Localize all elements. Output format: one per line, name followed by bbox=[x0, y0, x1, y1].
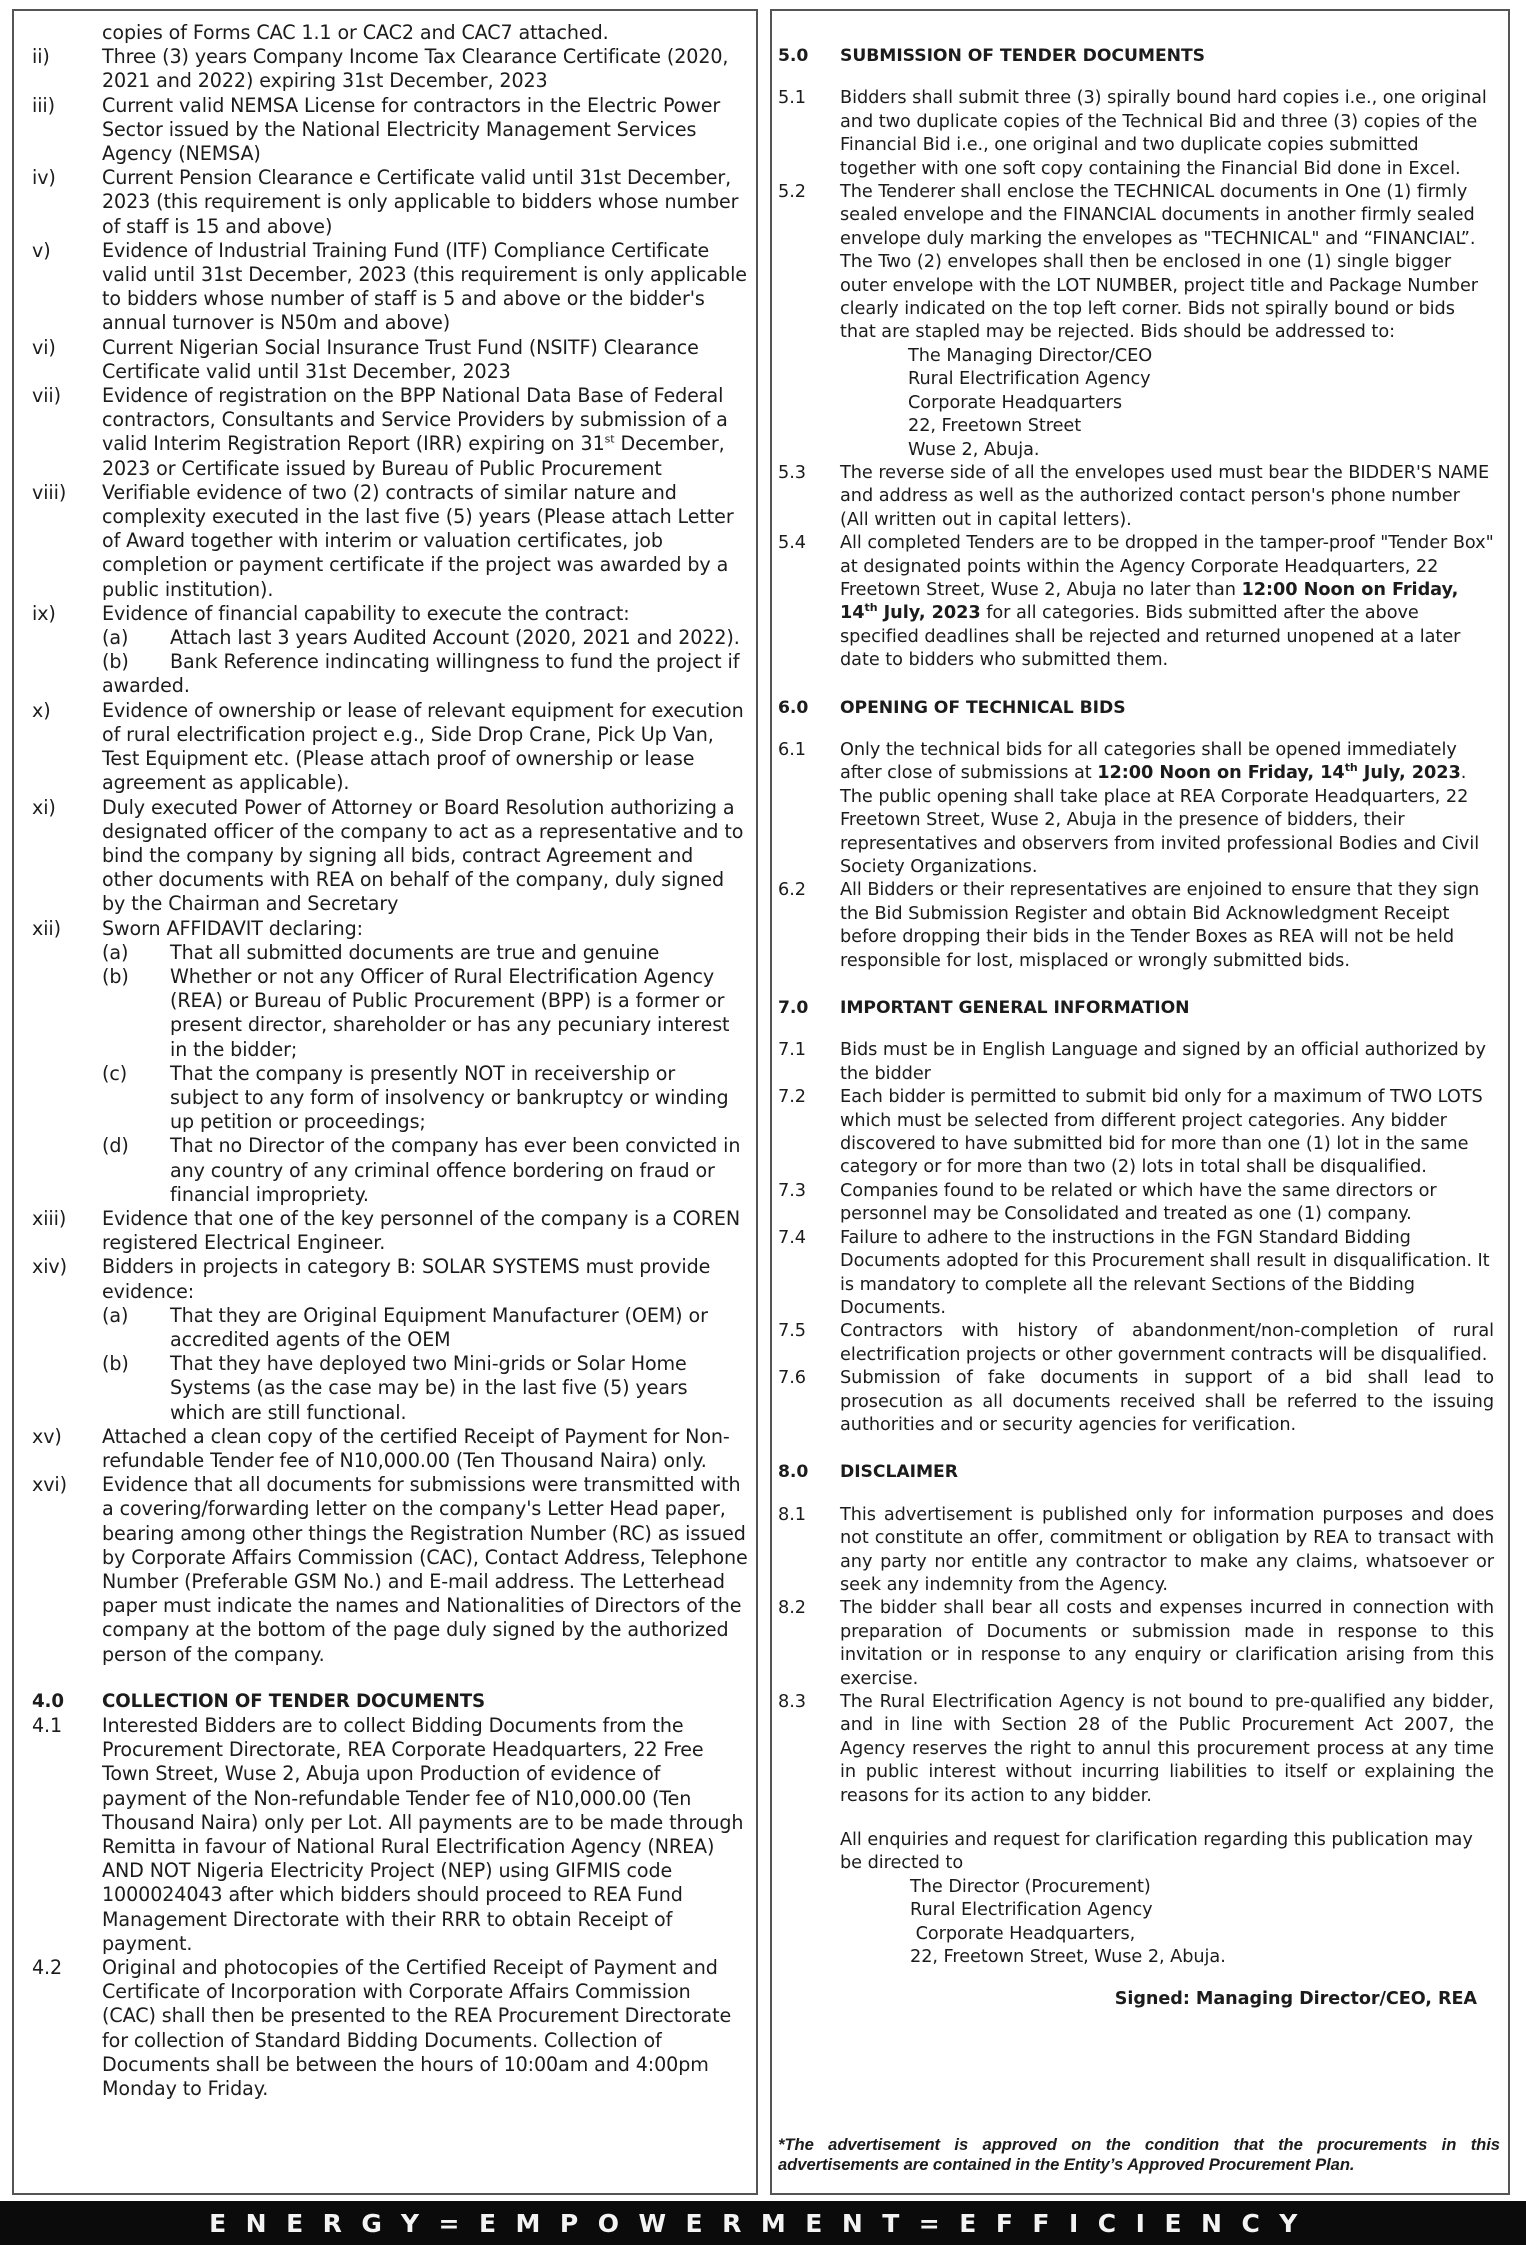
sub-item-text: Bank Reference indincating willingness to fund the project if bbox=[170, 650, 740, 674]
item-text: Attached a clean copy of the certified Receipt of Payment for Non-refundable Tender fee of N10,000.00 (Ten Thousand Naira) only. bbox=[102, 1424, 730, 1472]
item-label: iii) bbox=[32, 93, 55, 117]
contact-line: Corporate Headquarters, bbox=[910, 1923, 1136, 1944]
item-text: All Bidders or their representatives are enjoined to ensure that they sign the Bid Submission Register and obtain Bid Acknowledgment Receipt before dropping their bids in the Tender Boxes as REA will not be held responsible for lost, misplaced or wrongly submitted bids. bbox=[840, 880, 1480, 971]
list-item bbox=[778, 1086, 1494, 1180]
signature-line: Signed: Managing Director/CEO, REA bbox=[1114, 1989, 1477, 2010]
list-item bbox=[778, 181, 1494, 462]
item-label: 5.2 bbox=[778, 182, 806, 203]
sub-item-text: That they have deployed two Mini-grids or Solar Home Systems (as the case may be) in the last five (5) years which are still functional. bbox=[170, 1352, 688, 1424]
list-item bbox=[778, 1367, 1494, 1437]
section-title: IMPORTANT GENERAL INFORMATION bbox=[840, 998, 1190, 1019]
section-heading bbox=[778, 697, 1494, 720]
list-item bbox=[32, 336, 748, 384]
item-text: Evidence of ownership or lease of relevant equipment for execution of rural electrification project e.g., Side Drop Crane, Pick Up Van, Test Equipment etc. (Please attach proof of ownership or lease agreement as applicable). bbox=[102, 698, 744, 795]
item-text: Verifiable evidence of two (2) contracts of similar nature and complexity executed in the last five (5) years (Please attach Letter of Award together with interim or valuation certificates, job completion or payment certificate if the project was awarded by a public institution). bbox=[102, 480, 734, 601]
superscript: th bbox=[1344, 761, 1358, 775]
item-label: xi) bbox=[32, 795, 56, 819]
item-label: xiv) bbox=[32, 1255, 67, 1279]
item-text: Bidders shall submit three (3) spirally bound hard copies i.e., one original and two duplicate copies of the Technical Bid and three (3) copies of the Financial Bid i.e., one original and two duplicate copies submitted together with one soft copy containing the Financial Bid done in Excel. bbox=[840, 88, 1487, 179]
item-text: Interested Bidders are to collect Bidding Documents from the Procurement Directorate, REA Corporate Headquarters, 22 Free Town Street, Wuse 2, Abuja upon Production of evidence of payment of the Non-refundable Tender fee of N10,000.00 (Ten Thousand Naira) only per Lot. All payments are to be made through Remitta in favour of National Rural Electrification Agency (NREA) AND NOT Nigeria Electricity Project (NEP) using GIFMIS code 1000024043 after which bidders should proceed to REA Fund Management Directorate with their RRR to obtain Receipt of payment. bbox=[102, 1714, 744, 1955]
deadline-text: July, 2023 bbox=[1357, 763, 1461, 784]
list-item bbox=[32, 796, 748, 917]
section-number: 7.0 bbox=[778, 998, 809, 1019]
list-item bbox=[32, 1425, 748, 1473]
list-item bbox=[32, 1473, 748, 1667]
item-text: Submission of fake documents in support of a bid shall lead to prosecution as all documents received shall be referred to the issuing authorities and or security agencies for verification. bbox=[840, 1368, 1494, 1435]
contact-line: The Director (Procurement) bbox=[910, 1876, 1151, 1897]
item-label: vii) bbox=[32, 384, 61, 408]
address-line: Corporate Headquarters bbox=[908, 392, 1123, 413]
item-text: Original and photocopies of the Certified Receipt of Payment and Certificate of Incorporation with Corporate Affairs Commission (CAC) shall then be presented to the REA Procurement Directorate for collection of Standard Bidding Documents. Collection of Documents shall be between the hours of 10:00am and 4:00pm Monday to Friday. bbox=[102, 1956, 732, 2101]
item-label: xvi) bbox=[32, 1473, 67, 1497]
list-item bbox=[32, 239, 748, 336]
item-text: Each bidder is permitted to submit bid only for a maximum of TWO LOTS which must be selected from different project categories. Any bidder discovered to have submitted bid for more than one (1) lot in the same category or for more than two (2) lots in total shall be disqualified. bbox=[840, 1087, 1483, 1178]
sub-item-label: (a) bbox=[102, 940, 129, 964]
sub-item bbox=[102, 965, 748, 1062]
contact-line: 22, Freetown Street, Wuse 2, Abuja. bbox=[910, 1947, 1226, 1968]
list-item bbox=[32, 45, 748, 93]
item-text bbox=[102, 384, 748, 481]
section-number: 5.0 bbox=[778, 46, 809, 66]
list-item bbox=[778, 462, 1494, 532]
item-text bbox=[840, 532, 1494, 672]
item-label: 7.3 bbox=[778, 1180, 806, 1201]
item-label: 7.6 bbox=[778, 1368, 806, 1389]
list-item bbox=[778, 879, 1494, 973]
item-text: Evidence of Industrial Training Fund (ITF) Compliance Certificate valid until 31st December, 2023 (this requirement is only applicable to bidders whose number of staff is 5 and above or the bidder's annual turnover is N50m and above) bbox=[102, 238, 747, 335]
sub-item bbox=[102, 1062, 748, 1135]
item-label: 8.2 bbox=[778, 1598, 806, 1619]
list-item bbox=[778, 739, 1494, 879]
contact-line: Rural Electrification Agency bbox=[910, 1900, 1153, 1921]
item-text: Current Pension Clearance e Certificate valid until 31st December, 2023 (this requirement is only applicable to bidders whose number of staff is 15 and above) bbox=[102, 166, 739, 238]
item-text: The reverse side of all the envelopes used must bear the BIDDER'S NAME and address as well as the authorized contact person's phone number (All written out in capital letters). bbox=[840, 462, 1490, 530]
section-title: DISCLAIMER bbox=[840, 1462, 958, 1483]
list-item bbox=[32, 481, 748, 602]
item-label: 7.4 bbox=[778, 1227, 806, 1248]
item-label: 8.1 bbox=[778, 1504, 806, 1525]
list-item bbox=[778, 1320, 1494, 1367]
sub-item-label: (b) bbox=[102, 964, 129, 988]
section-number: 4.0 bbox=[32, 1690, 64, 1712]
address-line: Rural Electrification Agency bbox=[908, 369, 1151, 390]
address-line: Wuse 2, Abuja. bbox=[908, 439, 1040, 460]
sub-item-text: That they are Original Equipment Manufacturer (OEM) or accredited agents of the OEM bbox=[170, 1303, 708, 1351]
right-column bbox=[770, 9, 1510, 2195]
enquiry-text: All enquiries and request for clarification regarding this publication may be directed to bbox=[840, 1830, 1473, 1874]
section-title: SUBMISSION OF TENDER DOCUMENTS bbox=[840, 46, 1205, 66]
footer-banner bbox=[0, 2201, 1526, 2245]
list-item bbox=[778, 1597, 1494, 1691]
list-item bbox=[778, 1504, 1494, 1598]
section-title: COLLECTION OF TENDER DOCUMENTS bbox=[102, 1690, 485, 1712]
sub-item-label: (b) bbox=[102, 650, 129, 674]
item-text-part: Only the technical bids for all categories shall be opened immediately after close of submissions at bbox=[840, 739, 1457, 784]
sub-item-label: (a) bbox=[102, 1303, 129, 1327]
list-item bbox=[32, 384, 748, 481]
item-text: The bidder shall bear all costs and expenses incurred in connection with preparation of Documents or submission made in response to this invitation or in response to any enquiry or clarification arising from this exercise. bbox=[840, 1598, 1494, 1689]
continued-item-text: copies of Forms CAC 1.1 or CAC2 and CAC7 attached. bbox=[102, 21, 609, 44]
sub-item-text: That all submitted documents are true and genuine bbox=[170, 940, 660, 964]
sub-item-label: (b) bbox=[102, 1352, 129, 1376]
list-item bbox=[32, 94, 748, 167]
item-label: 6.1 bbox=[778, 739, 806, 760]
item-text-part: for all categories. Bids submitted after the above specified deadlines shall be rejected and returned unopened at a later date to bidders who submitted them. bbox=[840, 603, 1461, 671]
sub-item-label: (c) bbox=[102, 1061, 128, 1085]
item-text: Current valid NEMSA License for contractors in the Electric Power Sector issued by the National Electricity Management Services Agency (NEMSA) bbox=[102, 93, 721, 166]
item-text-part: . The public opening shall take place at REA Corporate Headquarters, 22 Freetown Street, Wuse 2, Abuja in the presence of bidders, their representatives and observers from invited professional Bodies and Civil Society Organizations. bbox=[840, 763, 1480, 877]
item-text-tail: awarded. bbox=[102, 674, 190, 698]
address-block bbox=[840, 345, 1494, 462]
item-label: ix) bbox=[32, 601, 56, 625]
item-text: Current Nigerian Social Insurance Trust Fund (NSITF) Clearance Certificate valid until 31st December, 2023 bbox=[102, 335, 699, 383]
item-text: Bids must be in English Language and signed by an official authorized by the bidder bbox=[840, 1040, 1486, 1084]
item-label: x) bbox=[32, 698, 51, 722]
address-line: The Managing Director/CEO bbox=[908, 345, 1153, 366]
list-item bbox=[32, 1255, 748, 1424]
item-label: 5.3 bbox=[778, 462, 806, 483]
item-label: 8.3 bbox=[778, 1692, 806, 1712]
list-item bbox=[778, 87, 1494, 181]
item-label: 7.5 bbox=[778, 1321, 806, 1342]
item-label: 4.1 bbox=[32, 1714, 63, 1738]
item-text: Bidders in projects in category B: SOLAR SYSTEMS must provide evidence: bbox=[102, 1255, 711, 1303]
item-text: Duly executed Power of Attorney or Board Resolution authorizing a designated officer of the company to act as a representative and to bind the company by signing all bids, contract Agreement and other documents with REA on behalf of the company, duly signed by the Chairman and Secretary bbox=[102, 795, 744, 916]
item-text: The Tenderer shall enclose the TECHNICAL documents in One (1) firmly sealed envelope and the FINANCIAL documents in another firmly sealed envelope duly marking the envelopes as "TECHNICAL" and “FINANCIAL”. The Two (2) envelopes shall then be enclosed in one (1) single bigger outer envelope with the LOT NUMBER, project title and Package Number clearly indicated on the top left corner. Bids not spirally bound or bids that are stapled may be rejected. Bids should be addressed to: bbox=[840, 182, 1479, 343]
item-label: vi) bbox=[32, 335, 56, 359]
item-text: This advertisement is published only for information purposes and does not constitute an offer, commitment or obligation by REA to transact with any party nor entitle any contractor to make any claims, whatsoever or seek any indemnity from the Agency. bbox=[840, 1504, 1494, 1595]
item-text: Three (3) years Company Income Tax Clearance Certificate (2020, 2021 and 2022) expiring 31st December, 2023 bbox=[102, 45, 729, 93]
sub-item-text: Whether or not any Officer of Rural Electrification Agency (REA) or Bureau of Public Procurement (BPP) is a former or present director, shareholder or has any pecuniary interest in the bidder; bbox=[170, 964, 730, 1061]
left-column bbox=[12, 9, 758, 2195]
sub-item-text: That no Director of the company has ever been convicted in any country of any criminal offence bordering on fraud or financial impropriety. bbox=[170, 1134, 741, 1206]
section-heading bbox=[778, 45, 1494, 68]
sub-item bbox=[102, 1134, 748, 1207]
item-label: viii) bbox=[32, 480, 67, 504]
item-label: 4.2 bbox=[32, 1956, 63, 1980]
list-item bbox=[778, 1227, 1494, 1321]
deadline-text: 12:00 Noon on Friday, 14 bbox=[1097, 763, 1345, 784]
item-text: Evidence that one of the key personnel of the company is a COREN registered Electrical Engineer. bbox=[102, 1206, 741, 1255]
contact-block bbox=[778, 1876, 1494, 1970]
sub-item-label: (a) bbox=[102, 626, 129, 650]
list-item bbox=[778, 532, 1494, 672]
deadline-text: July, 2023 bbox=[877, 603, 981, 624]
approval-note: *The advertisement is approved on the condition that the procurements in this advertisements are contained in the Entity’s Approved Procurement Plan. bbox=[778, 2135, 1500, 2174]
sub-item bbox=[102, 650, 748, 674]
sub-item-text: That the company is presently NOT in receivership or subject to any form of insolvency or bankruptcy or winding up petition or proceedings; bbox=[170, 1061, 729, 1134]
item-label: 5.4 bbox=[778, 533, 806, 554]
item-label: xii) bbox=[32, 916, 61, 940]
deadline-text: 12:00 Noon on Friday, bbox=[1241, 579, 1459, 600]
item-text: The Rural Electrification Agency is not bound to pre-qualified any bidder, and in line with Section 28 of the Public Procurement Act 2007, the Agency reserves the right to annul this procurement process at any time in public interest without incurring liabilities to itself or explaining the reasons for its action to any bidder. bbox=[840, 1692, 1494, 1806]
section-number: 6.0 bbox=[778, 697, 809, 718]
list-item bbox=[778, 1180, 1494, 1227]
item-label: iv) bbox=[32, 166, 56, 190]
address-line: 22, Freetown Street bbox=[908, 416, 1082, 437]
item-label: xv) bbox=[32, 1424, 62, 1448]
section-heading bbox=[32, 1690, 748, 1714]
list-item bbox=[778, 1039, 1494, 1086]
item-text-part: All completed Tenders are to be dropped in the tamper-proof "Tender Box" at designated points within the Agency Corporate Headquarters, 22 Freetown Street, Wuse 2, Abuja no later than bbox=[840, 533, 1494, 600]
item-label: xiii) bbox=[32, 1206, 67, 1230]
item-label: 6.2 bbox=[778, 880, 806, 901]
section-heading bbox=[778, 1461, 1494, 1484]
item-label: 7.1 bbox=[778, 1040, 806, 1061]
item-text: Evidence of financial capability to execute the contract: bbox=[102, 601, 630, 625]
list-item bbox=[32, 917, 748, 1207]
sub-item bbox=[102, 1352, 748, 1425]
list-item bbox=[778, 1691, 1494, 1808]
item-text: Companies found to be related or which have the same directors or personnel may be Consolidated and treated as one (1) company. bbox=[840, 1180, 1437, 1225]
list-item bbox=[32, 699, 748, 796]
item-text: Evidence that all documents for submissions were transmitted with a covering/forwarding letter on the company's Letter Head paper, bearing among other things the Registration Number (RC) as issued by Corporate Affairs Commission (CAC), Contact Address, Telephone Number (Preferable GSM No.) and E-mail address. The Letterhead paper must indicate the names and Nationalities of Directors of the company at the bottom of the page duly signed by the authorized person of the company. bbox=[102, 1473, 748, 1666]
superscript: st bbox=[604, 433, 615, 447]
item-text bbox=[840, 739, 1494, 879]
section-title: OPENING OF TECHNICAL BIDS bbox=[840, 697, 1126, 718]
item-label: v) bbox=[32, 238, 51, 262]
sub-item bbox=[102, 941, 748, 965]
sub-item-label: (d) bbox=[102, 1134, 129, 1158]
list-item bbox=[32, 166, 748, 239]
footer-slogan: ENERGY=EMPOWERMENT=EFFICIENCY bbox=[209, 2208, 1317, 2238]
item-label: ii) bbox=[32, 45, 50, 69]
sub-item bbox=[102, 1304, 748, 1352]
item-text: Sworn AFFIDAVIT declaring: bbox=[102, 916, 363, 940]
item-label: 5.1 bbox=[778, 88, 806, 109]
list-item bbox=[32, 602, 748, 699]
section-heading bbox=[778, 997, 1494, 1020]
list-item bbox=[32, 1714, 748, 1956]
item-text: Failure to adhere to the instructions in the FGN Standard Bidding Documents adopted for this Procurement shall result in disqualification. It is mandatory to complete all the relevant Sections of the Bidding Documents. bbox=[840, 1227, 1490, 1318]
sub-item-text: Attach last 3 years Audited Account (2020, 2021 and 2022). bbox=[170, 626, 740, 650]
item-text-part: December, 2023 or Certificate issued by Bureau of Public Procurement bbox=[102, 432, 725, 480]
item-text-part: Evidence of registration on the BPP National Data Base of Federal contractors, Consultants and Service Providers by submission of a valid Interim Registration Report (IRR) expiring on 31 bbox=[102, 384, 728, 456]
deadline-text: 14 bbox=[840, 603, 865, 624]
item-text: Contractors with history of abandonment/non-completion of rural electrification projects or other government contracts will be disqualified. bbox=[840, 1321, 1494, 1365]
list-item bbox=[32, 1207, 748, 1255]
item-label: 7.2 bbox=[778, 1087, 806, 1108]
sub-item bbox=[102, 626, 748, 650]
section-number: 8.0 bbox=[778, 1462, 809, 1483]
list-item bbox=[32, 1956, 748, 2101]
superscript: th bbox=[864, 601, 878, 615]
